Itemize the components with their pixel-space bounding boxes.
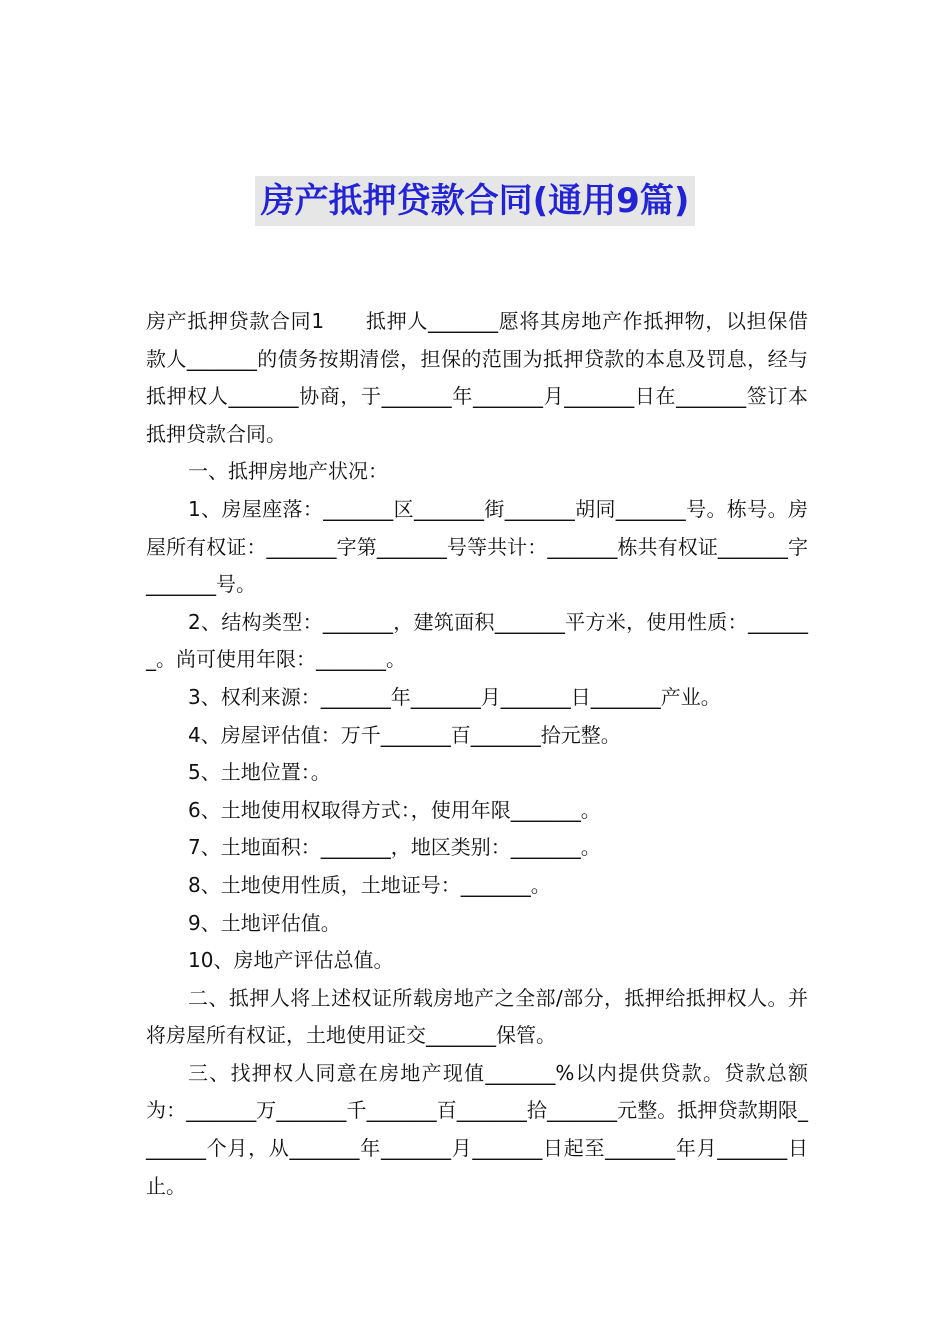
paragraph-item-6: 6、土地使用权取得方式：，使用年限_______。 (188, 797, 601, 822)
paragraph-intro: 房产抵押贷款合同1 抵押人_______愿将其房地产作抵押物，以担保借款人_______的债务按期清偿，担保的范围为抵押贷款的本息及罚息，经与抵押权人_______协商，于_______年_______月_______日在_______签订本抵押贷款合同。 (146, 309, 808, 446)
title-container (0, 176, 950, 226)
paragraph-item-10: 10、房地产评估总值。 (188, 948, 394, 973)
paragraph-item-3: 3、权利来源：_______年_______月_______日_______产业。 (188, 684, 721, 709)
paragraph-item-1: 1、房屋座落：_______区_______街_______胡同_______号。栋号。房屋所有权证：_______字第_______号等共计：_______栋共有权证_______字_______号。 (146, 496, 808, 597)
paragraph-item-5: 5、土地位置：。 (188, 760, 331, 785)
paragraph-item-8: 8、土地使用性质，土地证号：_______。 (188, 872, 551, 897)
document-body (146, 303, 808, 1205)
paragraph-section-3: 三、找押权人同意在房地产现值_______%以内提供贷款。贷款总额为：_______万_______千_______百_______拾_______元整。抵押贷款期限_______个月，从_______年_______月_______日起至_______年月_______日止。 (146, 1060, 808, 1198)
document-title: 房产抵押贷款合同(通用9篇) (255, 176, 696, 226)
paragraph-section-1-heading: 一、抵押房地产状况： (188, 459, 388, 484)
paragraph-item-2: 2、结构类型：_______，建筑面积_______平方米，使用性质：_______。尚可使用年限：_______。 (146, 609, 808, 672)
paragraph-item-9: 9、土地评估值。 (188, 910, 341, 935)
paragraph-item-4: 4、房屋评估值：万千_______百_______拾元整。 (188, 722, 621, 747)
paragraph-section-2: 二、抵押人将上述权证所载房地产之全部/部分，抵押给抵押权人。并将房屋所有权证，土地使用证交_______保管。 (146, 985, 808, 1048)
paragraph-item-7: 7、土地面积：_______，地区类别：_______。 (188, 835, 601, 860)
